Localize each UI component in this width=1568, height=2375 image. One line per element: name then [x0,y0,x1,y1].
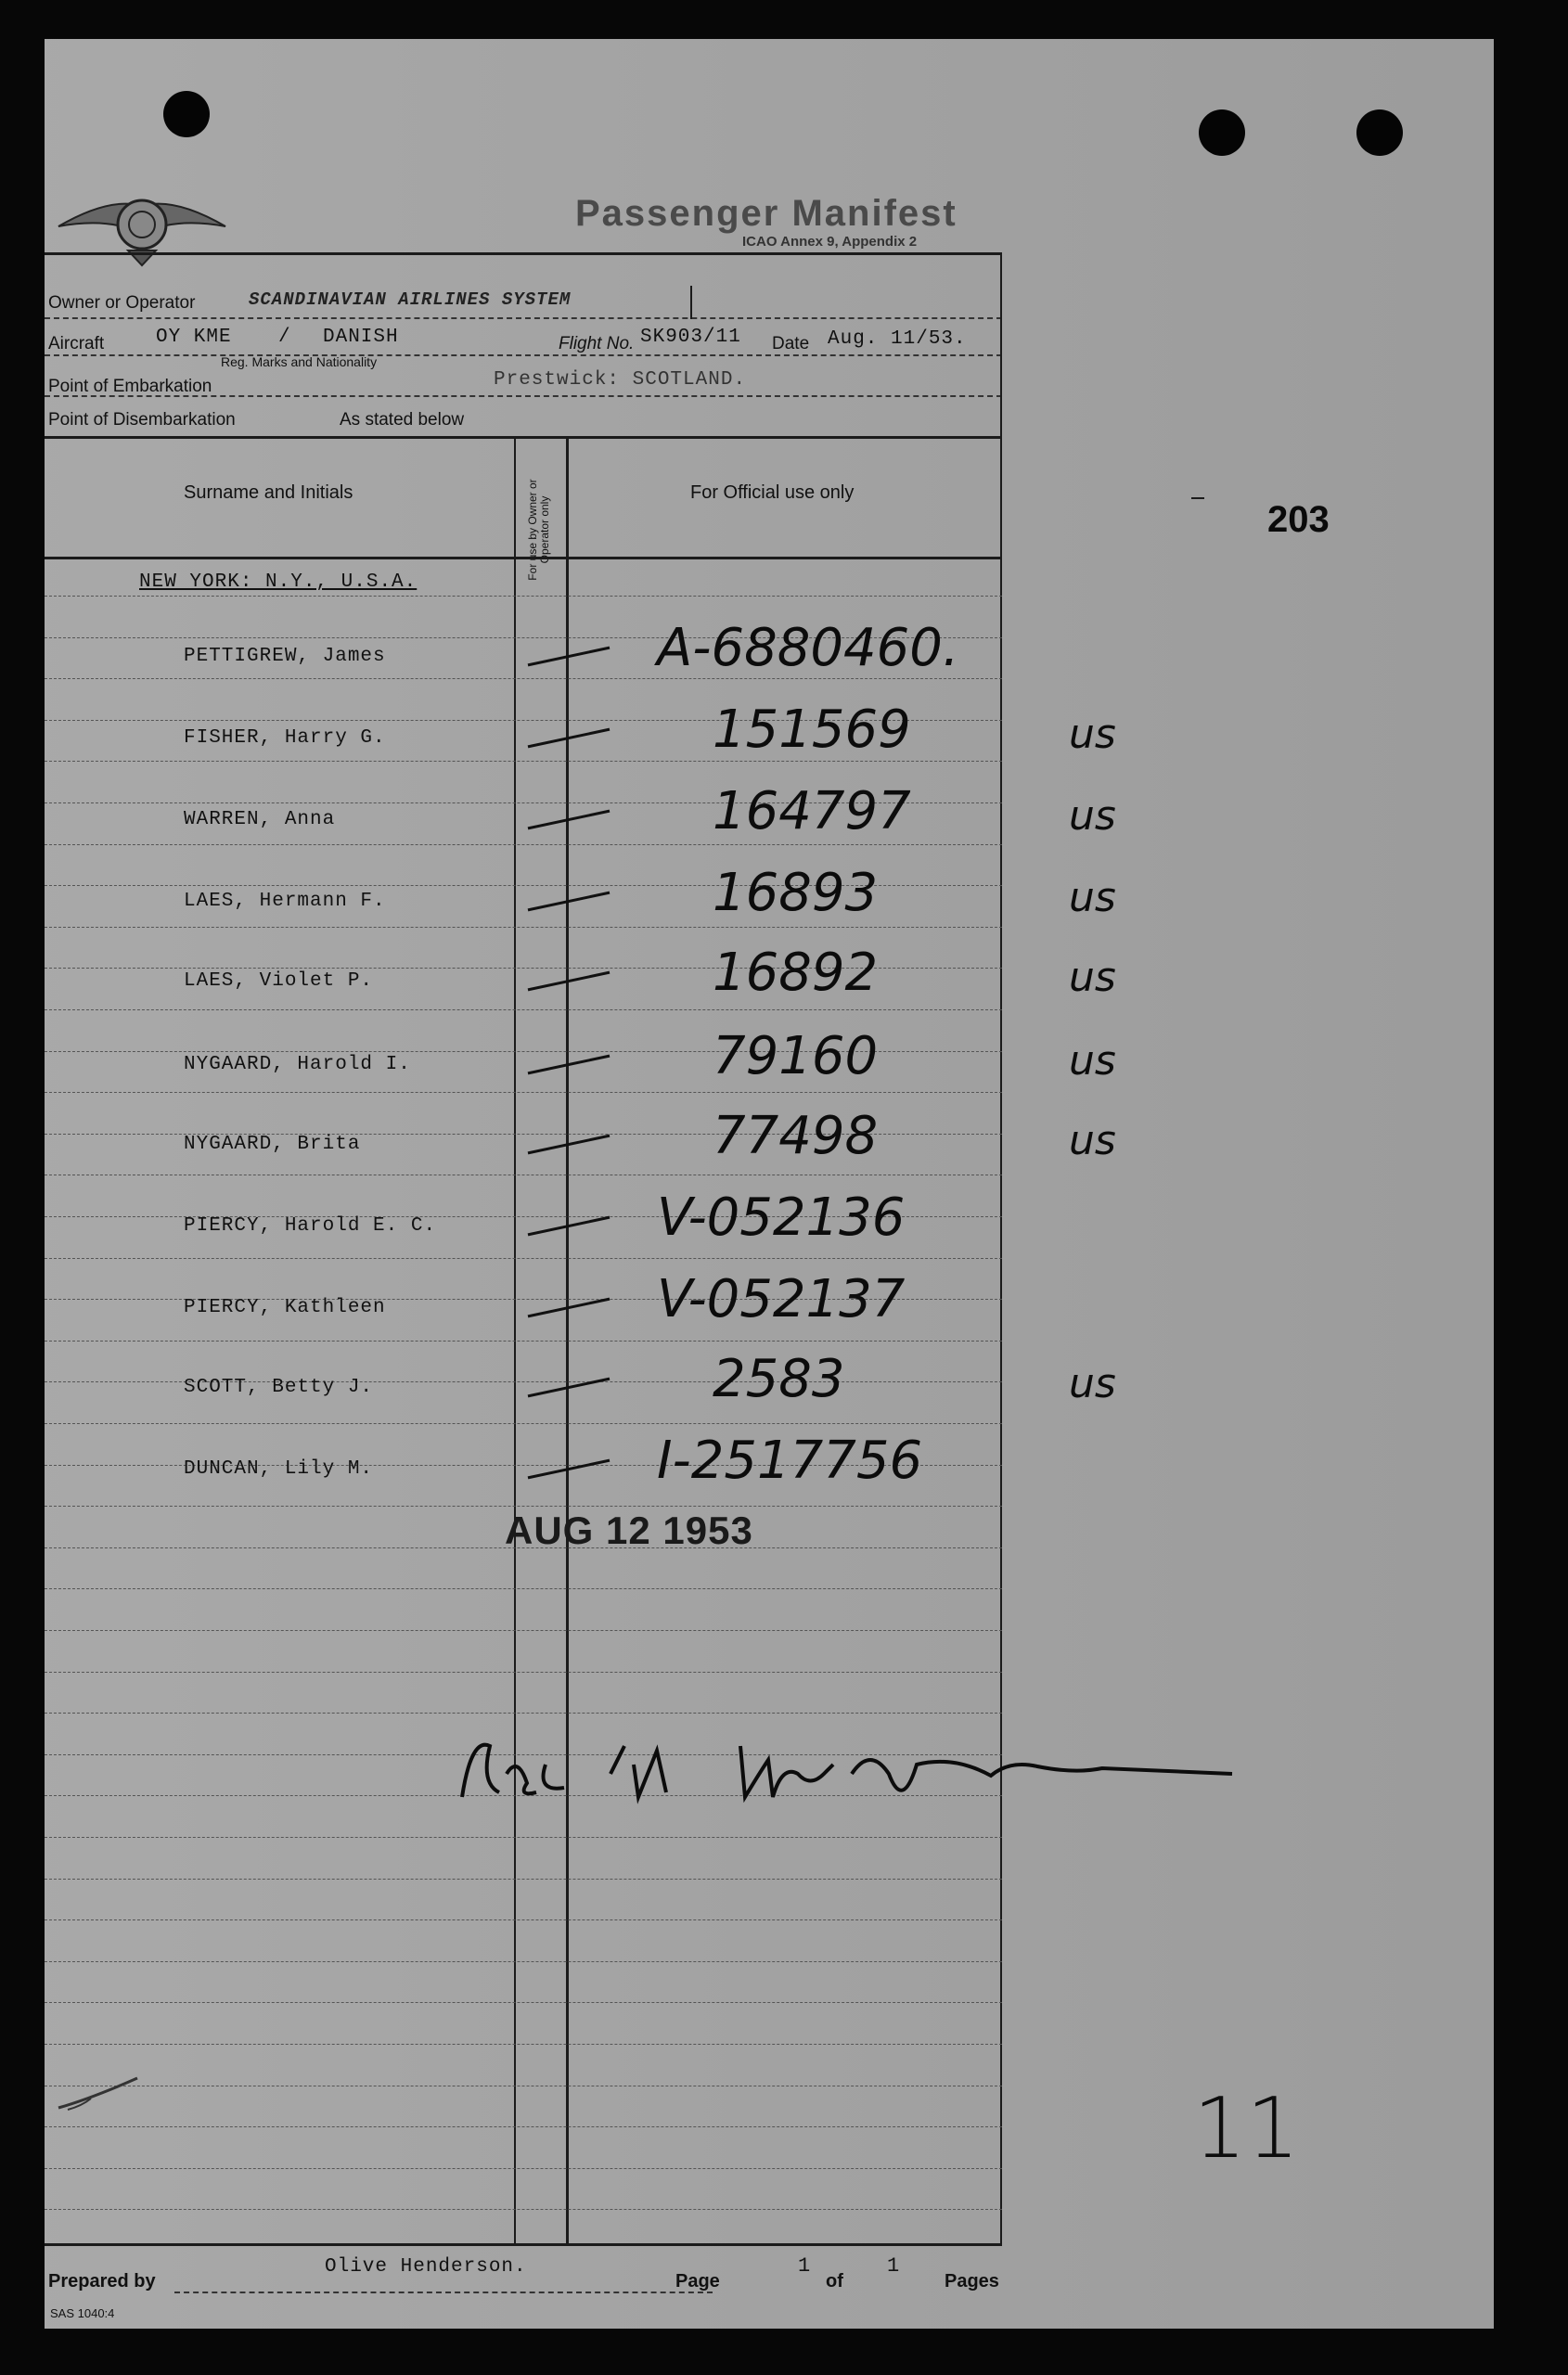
row-rule [45,2209,1002,2210]
operator-check-mark [528,810,610,830]
row-rule [45,1092,1002,1093]
embark-label: Point of Embarkation [48,377,212,396]
operator-check-mark [528,647,610,667]
margin-handwritten-mark: 11 [1193,2080,1300,2177]
manifest-title: Passenger Manifest [575,193,958,234]
header-rule [45,252,1002,255]
prepared-label: Prepared by [48,2271,156,2292]
prepared-value: Olive Henderson. [325,2256,527,2278]
nationality-mark: us [1069,1360,1116,1407]
aircraft-rule [45,354,1002,356]
passport-number: 2583 [713,1349,845,1409]
aircraft-slash: / [278,327,291,348]
row-rule [45,1258,1002,1259]
of-label: of [826,2271,843,2292]
operator-check-mark [528,971,610,992]
page-number-stamp: 203 [1267,499,1330,540]
row-rule [45,2044,1002,2045]
passport-number: A-6880460. [657,618,959,678]
aircraft-label: Aircraft [48,334,105,353]
passport-number: 164797 [713,781,911,841]
operator-check-mark [528,1216,610,1237]
page-number-dash [1191,497,1204,499]
passenger-name: NYGAARD, Brita [184,1134,361,1155]
row-rule [45,761,1002,762]
of-value: 1 [887,2254,901,2278]
prepared-line [174,2292,713,2293]
passport-number: V-052137 [657,1269,906,1329]
passport-number: 79160 [713,1026,879,1086]
row-rule [45,596,1002,597]
row-rule [45,2126,1002,2127]
corner-scribble-icon [54,2071,147,2117]
row-rule [45,1423,1002,1424]
operator-check-mark [528,892,610,912]
operator-check-mark [528,1378,610,1398]
row-rule [45,1630,1002,1631]
operator-check-mark [528,1459,610,1480]
nationality-mark: us [1069,954,1116,1001]
owner-label: Owner or Operator [48,293,196,313]
received-date-stamp: AUG 12 1953 [505,1508,753,1552]
manifest-sheet [45,39,1494,2329]
page-label: Page [675,2271,720,2292]
col-header-official: For Official use only [690,482,855,503]
nationality-mark: us [1069,1037,1116,1085]
row-rule [45,1961,1002,1962]
passport-number: V-052136 [657,1188,906,1248]
passenger-name: LAES, Hermann F. [184,891,386,912]
form-code: SAS 1040:4 [50,2306,115,2320]
table-top-rule [45,436,1002,439]
punch-hole-right [1199,109,1245,156]
owner-value: SCANDINAVIAN AIRLINES SYSTEM [249,289,572,310]
row-rule [45,1672,1002,1673]
owner-rule [45,317,1002,319]
pages-label: Pages [945,2271,999,2292]
embark-value: Prestwick: SCOTLAND. [494,369,747,391]
passport-number: 77498 [713,1106,879,1166]
passport-number: 16893 [713,863,879,923]
disembark-value: As stated below [340,410,465,430]
passenger-name: DUNCAN, Lily M. [184,1458,374,1480]
col-header-surname: Surname and Initials [184,482,353,503]
passenger-name: FISHER, Harry G. [184,727,386,749]
disembark-label: Point of Disembarkation [48,410,236,430]
aircraft-reg: OY KME [156,327,232,348]
row-rule [45,1506,1002,1507]
row-rule [45,1009,1002,1010]
reg-caption: Reg. Marks and Nationality [221,354,378,369]
date-label: Date [772,334,810,353]
passenger-name: LAES, Violet P. [184,970,374,992]
nationality-mark: us [1069,1117,1116,1164]
passenger-name: PIERCY, Harold E. C. [184,1215,437,1237]
row-rule [45,844,1002,845]
passenger-name: PETTIGREW, James [184,646,386,667]
footer-rule [45,2243,1002,2246]
operator-check-mark [528,728,610,749]
nationality-mark: us [1069,711,1116,758]
passenger-name: SCOTT, Betty J. [184,1377,374,1398]
airline-wings-logo [54,169,230,271]
owner-tick [690,286,692,319]
operator-check-mark [528,1055,610,1075]
flight-value: SK903/11 [640,327,741,348]
embark-rule [45,395,1002,397]
row-rule [45,678,1002,679]
passenger-name: PIERCY, Kathleen [184,1297,386,1318]
page-value: 1 [798,2254,812,2278]
nationality-mark: us [1069,874,1116,921]
punch-hole-right-2 [1356,109,1403,156]
passport-number: 16892 [713,943,879,1003]
passport-number: I-2517756 [657,1431,923,1491]
col-header-operator: For use by Owner or Operator only [526,479,551,581]
handwritten-signature [434,1709,1316,1820]
nationality-mark: us [1069,792,1116,840]
destination-label: NEW YORK: N.Y., U.S.A. [139,571,418,593]
passenger-name: WARREN, Anna [184,809,336,830]
row-rule [45,927,1002,928]
passenger-name: NYGAARD, Harold I. [184,1054,411,1075]
row-rule [45,1879,1002,1880]
table-right-edge [1000,252,1002,2245]
table-header-rule [45,557,1002,559]
punch-hole-left [163,91,210,137]
row-rule [45,2168,1002,2169]
manifest-subtitle: ICAO Annex 9, Appendix 2 [742,234,918,250]
row-rule [45,1919,1002,1920]
passport-number: 151569 [713,700,911,760]
row-rule [45,1341,1002,1342]
row-rule [45,2002,1002,2003]
date-value: Aug. 11/53. [828,328,967,350]
row-rule [45,1837,1002,1838]
operator-check-mark [528,1298,610,1318]
flight-label: Flight No. [559,334,635,353]
aircraft-nationality: DANISH [323,327,399,348]
row-rule [45,1588,1002,1589]
operator-check-mark [528,1135,610,1155]
